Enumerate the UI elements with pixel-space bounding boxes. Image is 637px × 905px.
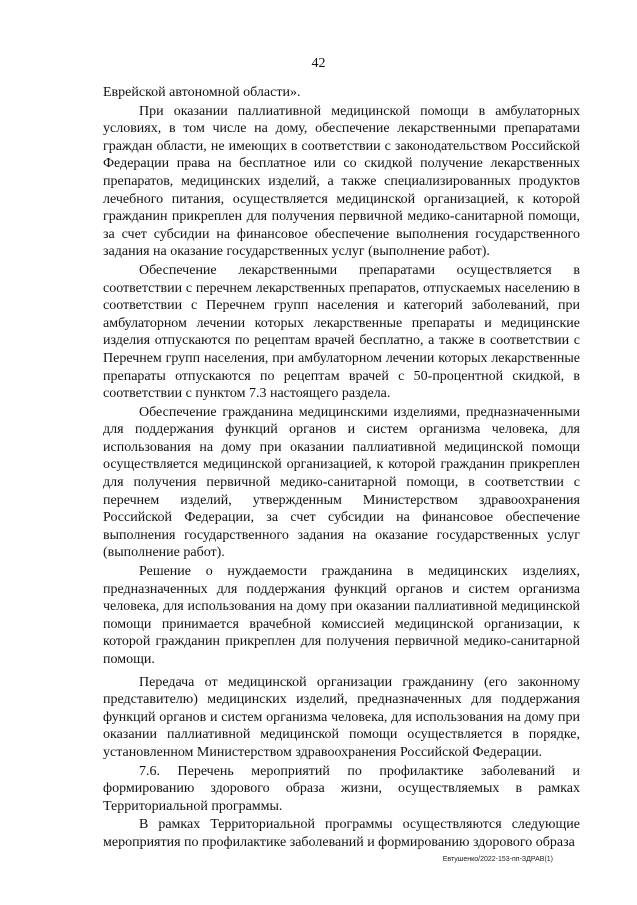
paragraph-medical-devices: Обеспечение гражданина медицинскими изделиями, предназначенными для поддержания функций органов и систем организма человека, для использования на дому при оказании паллиативной медицинской помощи осуществляется медицинской организацией, к которой гражданин прикреплен для получения первичной медико-санитарной помощи, в соответствии с перечнем изделий, утвержденным Министерством здравоохранения Российской Федерации, за счет субсидии на финансовое обеспечение выполнения государственного задания на оказание государственных услуг (выполнение работ). xyxy=(103,404,580,561)
page-number: 42 xyxy=(311,56,326,71)
document-body xyxy=(103,84,580,853)
paragraph-section-7-6: 7.6. Перечень мероприятий по профилактике заболеваний и формированию здорового образа жизни, осуществляемых в рамках Территориальной программы. xyxy=(103,763,580,814)
paragraph-continuation: Еврейской автономной области». xyxy=(103,85,301,100)
paragraph-palliative-drugs: При оказании паллиативной медицинской помощи в амбулаторных условиях, в том числе на дому, обеспечение лекарственными препаратами граждан области, не имеющих в соответствии с законодательством Российской Федерации права на бесплатное или со скидкой получение лекарственных препаратов, медицинских изделий, а также специализированных продуктов лечебного питания, осуществляется медицинской организацией, к которой гражданин прикреплен для получения первичной медико-санитарной помощи, за счет субсидии на финансовое обеспечение выполнения государственного задания на оказание государственных услуг (выполнение работ). xyxy=(103,103,580,260)
paragraph-commission-decision: Решение о нуждаемости гражданина в медицинских изделиях, предназначенных для поддержания функций органов и систем организма человека, для использования на дому при оказании паллиативной медицинской помощи принимается врачебной комиссией медицинской организации, к которой гражданин прикреплен для получения первичной медико-санитарной помощи. xyxy=(103,564,580,667)
footer-document-code: Евтушенко/2022-153-пп-ЗДРАВ(1) xyxy=(442,856,553,863)
paragraph-device-transfer: Передача от медицинской организации гражданину (его законному представителю) медицинских изделий, предназначенных для поддержания функций органов и систем организма человека, для использования на дому при оказании паллиативной медицинской помощи осуществляется в порядке, установленном Министерством здравоохранения Российской Федерации. xyxy=(103,674,580,760)
paragraph-prevention-measures: В рамках Территориальной программы осуществляются следующие мероприятия по профилактике заболеваний и формированию здорового образа xyxy=(103,817,580,850)
paragraph-drug-provision: Обеспечение лекарственными препаратами осуществляется в соответствии с перечнем лекарственных препаратов, отпускаемых населению в соответствии с Перечнем групп населения и категорий заболеваний, при амбулаторном лечении которых лекарственные препараты и медицинские изделия отпускаются по рецептам врачей бесплатно, а также в соответствии с Перечнем групп населения, при амбулаторном лечении которых лекарственные препараты отпускаются по рецептам врачей с 50-процентной скидкой, в соответствии с пунктом 7.3 настоящего раздела. xyxy=(103,262,580,402)
